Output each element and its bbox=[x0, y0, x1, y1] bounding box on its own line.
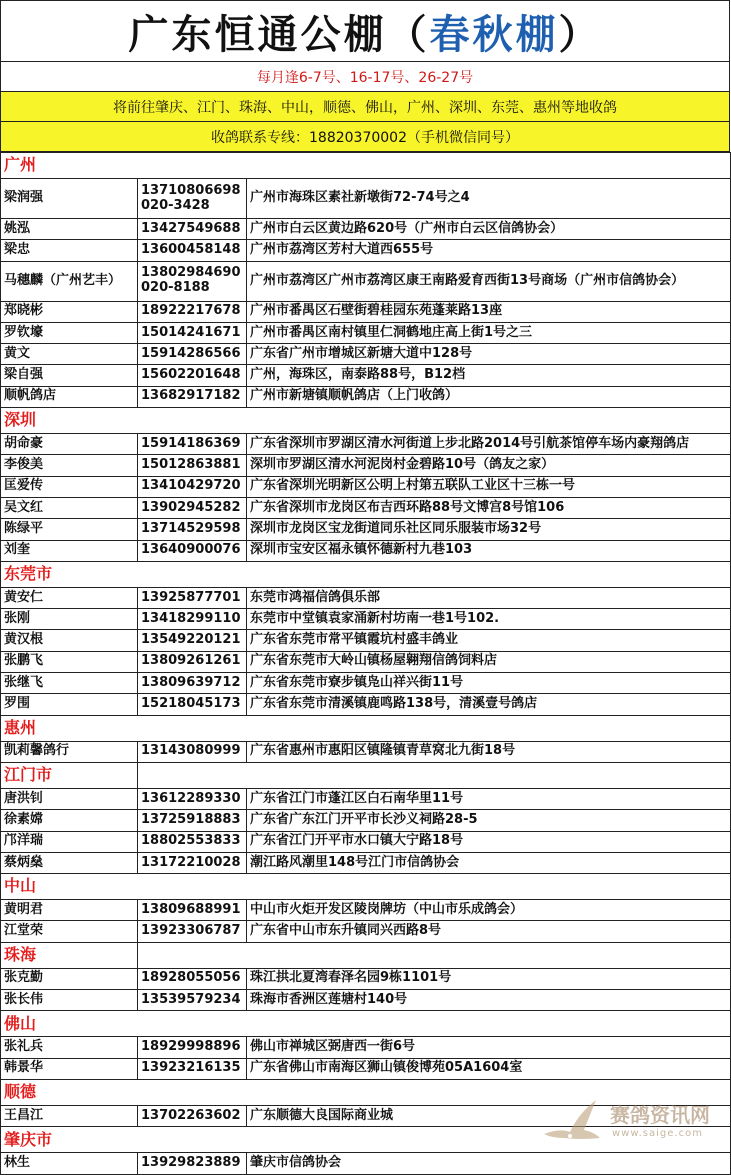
contact-phone: 13925877701 bbox=[138, 587, 247, 608]
table-row bbox=[1, 261, 731, 301]
table-row bbox=[1, 519, 731, 540]
contact-address: 广州市荔湾区广州市荔湾区康王南路爱育西街13号商场（广州市信鸽协会） bbox=[247, 261, 731, 301]
collection-points-table bbox=[0, 152, 731, 1175]
contact-name: 蔡炳燊 bbox=[1, 852, 138, 873]
contact-address: 广东省深圳光明新区公明上村第五联队工业区十三栋一号 bbox=[247, 476, 731, 497]
contact-name: 唐洪钊 bbox=[1, 788, 138, 809]
contact-address: 珠江拱北夏湾春泽名园9栋1101号 bbox=[247, 968, 731, 989]
contact-name: 黄汉根 bbox=[1, 630, 138, 651]
section-name: 东莞市 bbox=[1, 561, 138, 587]
contact-address: 广州市新塘镇顺帆鸽店（上门收鸽） bbox=[247, 386, 731, 407]
watermark-text: 赛鸽资讯网 bbox=[610, 1103, 710, 1127]
table-row bbox=[1, 365, 731, 386]
contact-name: 张鹏飞 bbox=[1, 651, 138, 672]
contact-phone: 13809688991 bbox=[138, 900, 247, 921]
table-row bbox=[1, 434, 731, 455]
contact-phone: 18802553833 bbox=[138, 831, 247, 852]
contact-phone: 13427549688 bbox=[138, 219, 247, 240]
contact-address: 广东省江门市蓬江区白石南华里11号 bbox=[247, 788, 731, 809]
contact-phone: 13418299110 bbox=[138, 609, 247, 630]
section-blank bbox=[138, 561, 731, 587]
contact-phone: 13539579234 bbox=[138, 990, 247, 1011]
table-row bbox=[1, 301, 731, 322]
contact-name: 匡爱传 bbox=[1, 476, 138, 497]
contact-address: 广州市番禺区石壁街碧桂园东苑蓬莱路13座 bbox=[247, 301, 731, 322]
contact-name: 张克勤 bbox=[1, 968, 138, 989]
section-blank bbox=[138, 762, 731, 788]
title-highlight: 春秋棚 bbox=[429, 10, 559, 58]
contact-phone: 18928055056 bbox=[138, 968, 247, 989]
contact-name: 梁润强 bbox=[1, 179, 138, 219]
table-row bbox=[1, 694, 731, 715]
contact-name: 张刚 bbox=[1, 609, 138, 630]
contact-address: 深圳市宝安区福永镇怀德新村九巷103 bbox=[247, 540, 731, 561]
section-blank bbox=[138, 942, 731, 968]
table-row bbox=[1, 741, 731, 762]
contact-name: 郑晓彬 bbox=[1, 301, 138, 322]
contact-phone: 15914286566 bbox=[138, 344, 247, 365]
contact-phone: 13923216135 bbox=[138, 1058, 247, 1079]
table-row bbox=[1, 831, 731, 852]
contact-phone: 13929823889 bbox=[138, 1153, 247, 1174]
title-end: ） bbox=[558, 10, 602, 58]
section-header bbox=[1, 153, 731, 179]
contact-name: 凯莉馨鸽行 bbox=[1, 741, 138, 762]
section-name: 江门市 bbox=[1, 762, 138, 788]
contact-name: 罗钦壕 bbox=[1, 322, 138, 343]
contact-address: 广东省东莞市大岭山镇杨屋翱翔信鸽饲料店 bbox=[247, 651, 731, 672]
section-name: 惠州 bbox=[1, 715, 138, 741]
contact-address: 佛山市禅城区弼唐西一街6号 bbox=[247, 1037, 731, 1058]
section-header bbox=[1, 762, 731, 788]
title-main: 广东恒通公棚（ bbox=[128, 10, 430, 58]
section-header bbox=[1, 1127, 731, 1153]
contact-name: 黄安仁 bbox=[1, 587, 138, 608]
table-row bbox=[1, 921, 731, 942]
contact-phone: 15014241671 bbox=[138, 322, 247, 343]
contact-phone: 13172210028 bbox=[138, 852, 247, 873]
table-row bbox=[1, 497, 731, 518]
contact-address: 广东省深圳市龙岗区布吉西环路88号文博宫8号馆106 bbox=[247, 497, 731, 518]
table-row bbox=[1, 386, 731, 407]
contact-name: 马穗麟（广州艺丰） bbox=[1, 261, 138, 301]
contact-address: 广东省东莞市寮步镇凫山祥兴街11号 bbox=[247, 673, 731, 694]
contact-phone: 13923306787 bbox=[138, 921, 247, 942]
section-header bbox=[1, 874, 731, 900]
contact-phone: 18922217678 bbox=[138, 301, 247, 322]
contact-address: 广东省东莞市清溪镇鹿鸣路138号，清溪壹号鸽店 bbox=[247, 694, 731, 715]
table-row bbox=[1, 1037, 731, 1058]
contact-phone: 13682917182 bbox=[138, 386, 247, 407]
contact-address: 广州市荔湾区芳村大道西655号 bbox=[247, 240, 731, 261]
table-row bbox=[1, 651, 731, 672]
section-blank bbox=[138, 1011, 731, 1037]
contact-name: 李俊美 bbox=[1, 455, 138, 476]
contact-address: 广州市番禺区南村镇里仁洞鹤地庄高上街1号之三 bbox=[247, 322, 731, 343]
contact-phone: 15012863881 bbox=[138, 455, 247, 476]
table-row bbox=[1, 609, 731, 630]
table-row bbox=[1, 900, 731, 921]
section-name: 深圳 bbox=[1, 408, 138, 434]
contact-phone: 13710806698 020-3428 bbox=[138, 179, 247, 219]
section-name: 中山 bbox=[1, 874, 138, 900]
contact-name: 罗围 bbox=[1, 694, 138, 715]
table-row bbox=[1, 673, 731, 694]
contact-name: 黄明君 bbox=[1, 900, 138, 921]
contact-address: 潮江路风潮里148号江门市信鸽协会 bbox=[247, 852, 731, 873]
section-header bbox=[1, 1011, 731, 1037]
contact-name: 黄文 bbox=[1, 344, 138, 365]
contact-name: 陈绿平 bbox=[1, 519, 138, 540]
table-row bbox=[1, 1153, 731, 1174]
contact-address: 东莞市中堂镇袁家涌新村坊南一巷1号102. bbox=[247, 609, 731, 630]
section-name: 广州 bbox=[1, 153, 138, 179]
contact-phone: 13549220121 bbox=[138, 630, 247, 651]
contact-phone: 13410429720 bbox=[138, 476, 247, 497]
section-blank bbox=[138, 408, 731, 434]
contact-address: 东莞市鸿福信鸽俱乐部 bbox=[247, 587, 731, 608]
contact-name: 姚泓 bbox=[1, 219, 138, 240]
section-blank bbox=[138, 1127, 731, 1153]
table-row bbox=[1, 455, 731, 476]
contact-phone: 13802984690 020-8188 bbox=[138, 261, 247, 301]
contact-address: 广东省广东江门开平市长沙义祠路28-5 bbox=[247, 810, 731, 831]
section-blank bbox=[138, 153, 731, 179]
contact-name: 王昌江 bbox=[1, 1105, 138, 1126]
contact-address: 珠海市香洲区莲塘村140号 bbox=[247, 990, 731, 1011]
collection-areas: 将前往肇庆、江门、珠海、中山，顺德、佛山，广州、深圳、东莞、惠州等地收鸽 bbox=[0, 92, 730, 122]
contact-name: 张长伟 bbox=[1, 990, 138, 1011]
contact-address: 肇庆市信鸽协会 bbox=[247, 1153, 731, 1174]
contact-name: 张继飞 bbox=[1, 673, 138, 694]
contact-name: 梁忠 bbox=[1, 240, 138, 261]
table-row bbox=[1, 810, 731, 831]
section-header bbox=[1, 715, 731, 741]
section-header bbox=[1, 561, 731, 587]
contact-name: 韩景华 bbox=[1, 1058, 138, 1079]
contact-phone: 13714529598 bbox=[138, 519, 247, 540]
contact-name: 徐素嫦 bbox=[1, 810, 138, 831]
contact-name: 张礼兵 bbox=[1, 1037, 138, 1058]
table-row bbox=[1, 990, 731, 1011]
section-blank bbox=[138, 874, 731, 900]
contact-phone: 15602201648 bbox=[138, 365, 247, 386]
contact-name: 顺帆鸽店 bbox=[1, 386, 138, 407]
contact-name: 邝洋瑞 bbox=[1, 831, 138, 852]
contact-phone: 15218045173 bbox=[138, 694, 247, 715]
table-row bbox=[1, 1058, 731, 1079]
table-row bbox=[1, 587, 731, 608]
section-header bbox=[1, 1079, 731, 1105]
table-row bbox=[1, 240, 731, 261]
contact-address: 广东省深圳市罗湖区清水河街道上步北路2014号引航茶馆停车场内豪翔鸽店 bbox=[247, 434, 731, 455]
table-row bbox=[1, 219, 731, 240]
contact-address: 广州市白云区黄边路620号（广州市白云区信鸽协会） bbox=[247, 219, 731, 240]
section-header bbox=[1, 942, 731, 968]
table-row bbox=[1, 344, 731, 365]
contact-name: 胡命豪 bbox=[1, 434, 138, 455]
contact-name: 刘奎 bbox=[1, 540, 138, 561]
contact-address: 广东省佛山市南海区狮山镇俊博苑05A1604室 bbox=[247, 1058, 731, 1079]
contact-phone: 13809639712 bbox=[138, 673, 247, 694]
contact-name: 江堂荣 bbox=[1, 921, 138, 942]
contact-address: 广东省中山市东升镇同兴西路8号 bbox=[247, 921, 731, 942]
contact-phone: 18929998896 bbox=[138, 1037, 247, 1058]
section-blank bbox=[138, 715, 731, 741]
contact-name: 梁自强 bbox=[1, 365, 138, 386]
contact-name: 林生 bbox=[1, 1153, 138, 1174]
watermark-url: www.saige.com bbox=[612, 1128, 703, 1139]
contact-address: 广东省江门开平市水口镇大宁路18号 bbox=[247, 831, 731, 852]
section-header bbox=[1, 408, 731, 434]
page-title bbox=[0, 0, 730, 62]
contact-address: 广东省惠州市惠阳区镇隆镇青草窝北九街18号 bbox=[247, 741, 731, 762]
contact-address: 广州市海珠区素社新墩街72-74号之4 bbox=[247, 179, 731, 219]
table-row bbox=[1, 630, 731, 651]
table-row bbox=[1, 1105, 731, 1126]
contact-phone: 15914186369 bbox=[138, 434, 247, 455]
section-name: 顺德 bbox=[1, 1079, 138, 1105]
table-row bbox=[1, 540, 731, 561]
section-blank bbox=[138, 1079, 731, 1105]
collection-dates: 每月逢6-7号、16-17号、26-27号 bbox=[0, 62, 730, 92]
table-row bbox=[1, 476, 731, 497]
contact-address: 广东顺德大良国际商业城 bbox=[247, 1105, 731, 1126]
contact-name: 吴文红 bbox=[1, 497, 138, 518]
contact-address: 深圳市罗湖区清水河泥岗村金碧路10号（鸽友之家） bbox=[247, 455, 731, 476]
section-name: 肇庆市 bbox=[1, 1127, 138, 1153]
contact-phone: 13600458148 bbox=[138, 240, 247, 261]
contact-phone: 13640900076 bbox=[138, 540, 247, 561]
contact-phone: 13902945282 bbox=[138, 497, 247, 518]
contact-phone: 13612289330 bbox=[138, 788, 247, 809]
contact-phone: 13143080999 bbox=[138, 741, 247, 762]
table-row bbox=[1, 968, 731, 989]
table-row bbox=[1, 852, 731, 873]
table-row bbox=[1, 322, 731, 343]
section-name: 珠海 bbox=[1, 942, 138, 968]
contact-phone: 13809261261 bbox=[138, 651, 247, 672]
table-row bbox=[1, 788, 731, 809]
contact-phone: 13725918883 bbox=[138, 810, 247, 831]
contact-address: 广东省广州市增城区新塘大道中128号 bbox=[247, 344, 731, 365]
table-row bbox=[1, 179, 731, 219]
contact-address: 广东省东莞市常平镇霞坑村盛丰鸽业 bbox=[247, 630, 731, 651]
contact-line: 收鸽联系专线：18820370002（手机微信同号） bbox=[0, 122, 730, 152]
contact-address: 中山市火炬开发区陵岗牌坊（中山市乐成鸽会） bbox=[247, 900, 731, 921]
section-name: 佛山 bbox=[1, 1011, 138, 1037]
contact-phone: 13702263602 bbox=[138, 1105, 247, 1126]
contact-address: 深圳市龙岗区宝龙街道同乐社区同乐服装市场32号 bbox=[247, 519, 731, 540]
contact-address: 广州，海珠区，南泰路88号，B12档 bbox=[247, 365, 731, 386]
